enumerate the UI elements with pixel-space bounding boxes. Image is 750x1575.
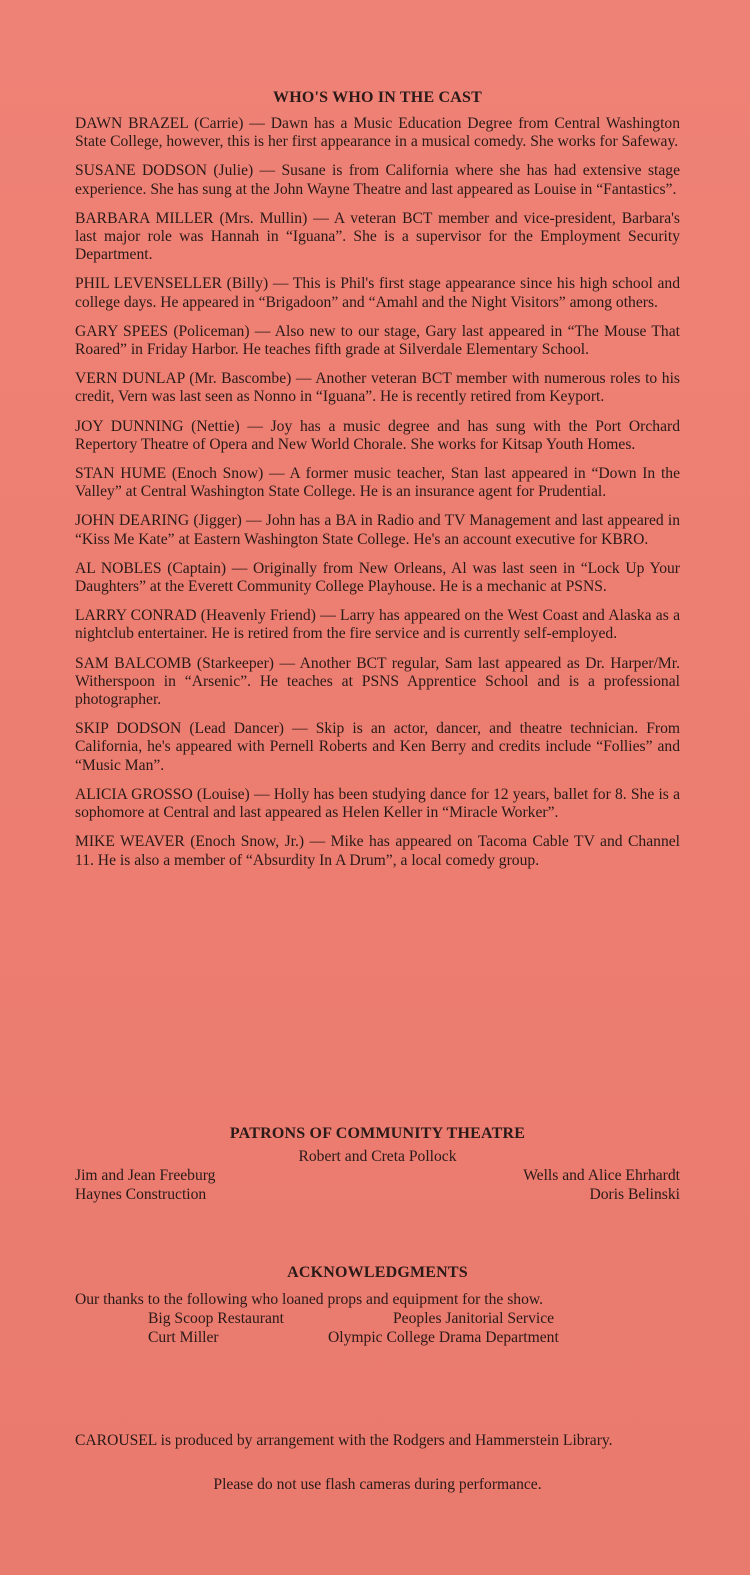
cast-entry: MIKE WEAVER (Enoch Snow, Jr.) — Mike has appeared on Tacoma Cable TV and Channel 11. He is also a member of “Absurdity In A Drum”, a local comedy group. <box>75 833 680 869</box>
cast-entry: STAN HUME (Enoch Snow) — A former music teacher, Stan last appeared in “Down In the Valley” at Central Washington State College. He is an insurance agent for Prudential. <box>75 465 680 501</box>
acknowledgments-text: Our thanks to the following who loaned props and equipment for the show. <box>75 1291 544 1308</box>
acknowledgments-section <box>75 1264 680 1347</box>
patron-name: Jim and Jean Freeburg <box>75 1167 216 1184</box>
acknowledgment-item: Olympic College Drama Department <box>328 1329 559 1346</box>
cast-entry: ALICIA GROSSO (Louise) — Holly has been studying dance for 12 years, ballet for 8. She is a sophomore at Central and last appeared as Helen Keller in “Miracle Worker”. <box>75 785 680 822</box>
acknowledgments-list <box>148 1309 680 1347</box>
cast-entry: SUSANE DODSON (Julie) — Susane is from California where she has had extensive stage experience. She has sung at the John Wayne Theatre and last appeared as Louise in “Fantastics”. <box>75 162 680 198</box>
cast-entry: DAWN BRAZEL (Carrie) — Dawn has a Music Education Degree from Central Washington State College, however, this is her first appearance in a musical comedy. She works for Safeway. <box>75 115 680 151</box>
cast-entry: GARY SPEES (Policeman) — Also new to our stage, Gary last appeared in “The Mouse That Roared” in Friday Harbor. He teaches fifth grade at Silverdale Elementary School. <box>75 322 680 359</box>
cast-entry: PHIL LEVENSELLER (Billy) — This is Phil's first stage appearance since his high school and college days. He appeared in “Brigadoon” and “Amahl and the Night Visitors” among others. <box>75 275 680 311</box>
patron-name: Haynes Construction <box>75 1186 207 1203</box>
patron-name: Robert and Creta Pollock <box>298 1148 457 1165</box>
rights-notice: CAROUSEL is produced by arrangement with the Rodgers and Hammerstein Library. <box>75 1431 613 1449</box>
acknowledgments-title: ACKNOWLEDGMENTS <box>287 1264 468 1281</box>
acknowledgment-item: Curt Miller <box>148 1329 219 1346</box>
patrons-section <box>75 1125 680 1204</box>
cast-entry: SKIP DODSON (Lead Dancer) — Skip is an actor, dancer, and theatre technician. From California, he's appeared with Pernell Roberts and Ken Berry and credits include “Follies” and “Music Man”. <box>75 720 680 774</box>
cast-entry: JOY DUNNING (Nettie) — Joy has a music degree and has sung with the Port Orchard Repertory Theatre of Opera and New World Chorale. She works for Kitsap Youth Homes. <box>75 417 680 453</box>
patron-name: Doris Belinski <box>589 1186 680 1203</box>
acknowledgment-item: Big Scoop Restaurant <box>148 1310 284 1327</box>
cast-title: WHO'S WHO IN THE CAST <box>273 89 482 106</box>
patron-row <box>75 1166 680 1185</box>
cast-entry: VERN DUNLAP (Mr. Bascombe) — Another veteran BCT member with numerous roles to his credit, Vern was last seen as Nonno in “Iguana”. He is recently retired from Keyport. <box>75 370 680 406</box>
cast-entry: LARRY CONRAD (Heavenly Friend) — Larry has appeared on the West Coast and Alaska as a nightclub entertainer. He is retired from the fire service and is currently self-employed. <box>75 607 680 643</box>
patrons-title: PATRONS OF COMMUNITY THEATRE <box>229 1125 526 1142</box>
cast-section <box>75 89 680 881</box>
cast-entry: SAM BALCOMB (Starkeeper) — Another BCT regular, Sam last appeared as Dr. Harper/Mr. Witherspoon in “Arsenic”. He teaches at PSNS Apprentice School and is a professional photographer. <box>75 654 680 709</box>
patron-name: Wells and Alice Ehrhardt <box>523 1167 680 1184</box>
cast-entry: AL NOBLES (Captain) — Originally from New Orleans, Al was last seen in “Lock Up Your Daughters” at the Everett Community College Playhouse. He is a mechanic at PSNS. <box>75 559 680 596</box>
patron-row <box>75 1185 680 1204</box>
flash-notice: Please do not use flash cameras during performance. <box>213 1476 542 1493</box>
acknowledgment-item: Peoples Janitorial Service <box>393 1310 555 1327</box>
cast-entry: JOHN DEARING (Jigger) — John has a BA in Radio and TV Management and last appeared in “Kiss Me Kate” at Eastern Washington State College. He's an account executive for KBRO. <box>75 512 680 548</box>
cast-entry: BARBARA MILLER (Mrs. Mullin) — A veteran BCT member and vice-president, Barbara's last major role was Hannah in “Iguana”. She is a supervisor for the Employment Security Department. <box>75 209 680 264</box>
